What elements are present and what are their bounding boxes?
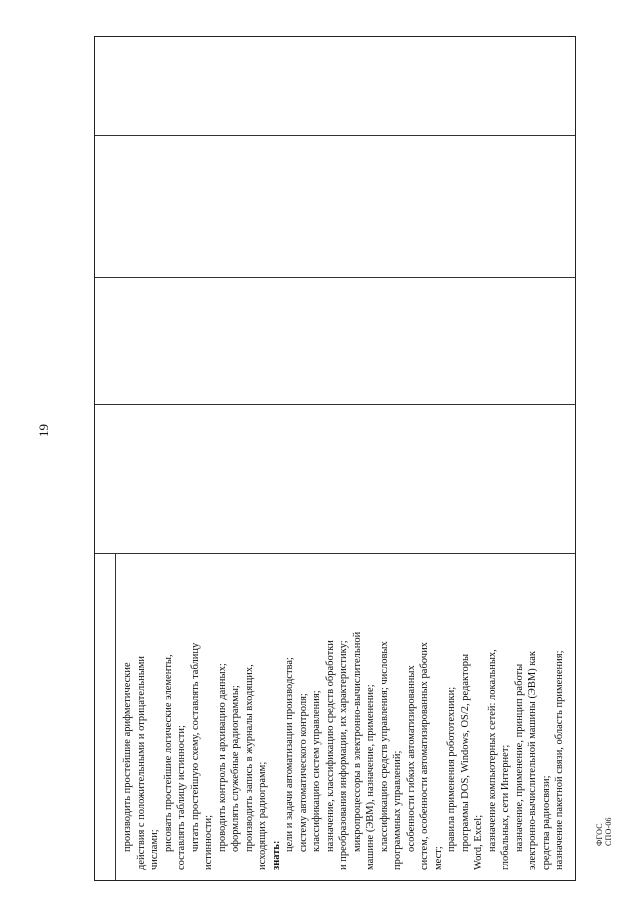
text-line: производить запись в журналы входящих,: [243, 664, 255, 852]
requirements-text-cell: [115, 554, 577, 880]
text-line: электронно-вычислительной машины (ЭВМ) как: [527, 650, 538, 870]
text-line: составлять таблицу истинности;: [176, 725, 187, 870]
text-line: читать простейшую схему, составлять таблицу: [189, 642, 201, 852]
text-line: цели и задачи автоматизации производства;: [284, 657, 295, 852]
text-line: систему автоматического контроля;: [297, 693, 309, 852]
column-divider-4: [95, 135, 575, 136]
requirements-lines: [121, 562, 567, 870]
text-line: числами;: [149, 829, 160, 870]
text-line: назначение, классификацию средств обработки: [324, 640, 336, 852]
text-line: классификацию средств управления; числовых: [378, 641, 390, 852]
rotated-table-wrapper: [94, 36, 576, 881]
text-line: назначение компьютерных сетей: локальных,: [486, 649, 498, 852]
text-line: средства радиосвязи;: [540, 775, 552, 870]
text-line: мест;: [432, 846, 444, 870]
text-line: и преобразования информации, их характеристику;: [338, 640, 349, 870]
text-line: программных управлений;: [392, 750, 403, 870]
text-line: истинности;: [203, 814, 214, 870]
text-line: исходящих радиограмм;: [257, 761, 268, 870]
text-line: оформлять служебные радиограммы;: [230, 685, 241, 852]
text-line: действия с положительными и отрицательными: [135, 655, 147, 870]
text-line: классификацию систем управления;: [311, 690, 322, 852]
text-line: производить простейшие арифметические: [122, 662, 133, 852]
text-line: машине (ЭВМ), назначение, применение;: [365, 684, 376, 870]
text-line: систем, особенности автоматизированных рабочих: [419, 642, 430, 870]
text-line: правила применения робототехники;: [446, 686, 457, 852]
text-line: программы DOS, Windows, OS/2, редакторы: [459, 653, 471, 852]
text-line: знать:: [270, 840, 282, 870]
page-number: 19: [36, 424, 51, 437]
competency-table: [94, 36, 576, 881]
text-line: глобальных, сети Интернет;: [500, 744, 511, 870]
text-line: рисовать простейшие логические элементы,: [162, 654, 174, 852]
footer-code: ФГОС СПО-06: [595, 817, 613, 846]
column-divider-2: [95, 404, 575, 405]
text-line: назначение, применение, принцип работы: [513, 663, 525, 852]
text-line: проводить контроль и архивацию данных;: [216, 663, 228, 852]
column-divider-3: [95, 277, 575, 278]
text-line: назначение пакетной связи, область применения;: [554, 650, 565, 870]
text-line: особенности гибких автоматизированных: [405, 665, 417, 852]
text-line: микропроцессоры в электронно-вычислительной: [351, 631, 363, 852]
text-line: Word, Excel;: [473, 814, 484, 870]
